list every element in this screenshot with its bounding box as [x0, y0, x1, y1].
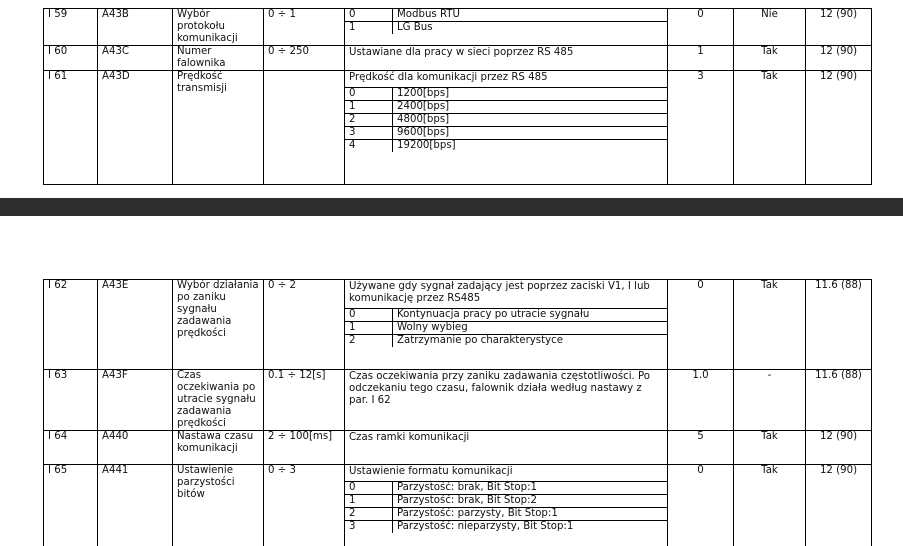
param-page: 11.6 (88) [806, 280, 872, 370]
param-range: 0 ÷ 1 [264, 9, 345, 46]
param-range: 0 ÷ 250 [264, 46, 345, 71]
param-range: 0 ÷ 3 [264, 465, 345, 546]
page-top [0, 0, 903, 198]
option-row [345, 335, 668, 348]
option-value: 0 [345, 482, 393, 495]
param-run-edit: Nie [734, 9, 806, 46]
param-default: 3 [668, 71, 734, 185]
option-row [345, 508, 668, 521]
option-list [345, 88, 668, 152]
param-description [345, 431, 668, 465]
param-name: Ustawienie parzystości bitów [173, 465, 264, 546]
param-default: 0 [668, 280, 734, 370]
parameter-row [44, 46, 872, 71]
param-id: I 59 [44, 9, 98, 46]
param-name: Prędkość transmisji [173, 71, 264, 185]
option-row [345, 88, 668, 101]
page-separator [0, 198, 903, 216]
param-page: 12 (90) [806, 431, 872, 465]
param-range: 0 ÷ 2 [264, 280, 345, 370]
description-text: Czas oczekiwania przy zaniku zadawania częstotliwości. Po odczekaniu tego czasu, falownik działa według nastawy z par. I 62 [349, 371, 651, 406]
option-value: 3 [345, 127, 393, 140]
option-row [345, 140, 668, 153]
description-text: Ustawiane dla pracy w sieci poprzez RS 485 [349, 47, 574, 58]
parameter-row [44, 465, 872, 546]
param-name: Czas oczekiwania po utracie sygnału zadawania prędkości [173, 370, 264, 431]
param-run-edit: Tak [734, 465, 806, 546]
option-value: 4 [345, 140, 393, 153]
option-value: 0 [345, 9, 393, 22]
param-address: A43C [98, 46, 173, 71]
option-list [345, 482, 668, 533]
option-label: Wolny wybieg [393, 322, 668, 335]
option-value: 2 [345, 114, 393, 127]
option-label: 19200[bps] [393, 140, 668, 153]
param-address: A43D [98, 71, 173, 185]
option-value: 3 [345, 521, 393, 534]
page-bottom [0, 216, 903, 546]
param-id: I 65 [44, 465, 98, 546]
param-page: 12 (90) [806, 46, 872, 71]
description-text: Czas ramki komunikacji [349, 432, 470, 443]
option-label: LG Bus [393, 22, 668, 35]
param-id: I 62 [44, 280, 98, 370]
option-label: 2400[bps] [393, 101, 668, 114]
param-name: Nastawa czasu komunikacji [173, 431, 264, 465]
param-name: Wybór protokołu komunikacji [173, 9, 264, 46]
option-value: 1 [345, 101, 393, 114]
parameter-table-bottom [43, 279, 872, 546]
param-default: 0 [668, 9, 734, 46]
param-range [264, 71, 345, 185]
param-run-edit: Tak [734, 71, 806, 185]
option-label: 4800[bps] [393, 114, 668, 127]
option-label: Modbus RTU [393, 9, 668, 22]
param-address: A441 [98, 465, 173, 546]
option-value: 2 [345, 335, 393, 348]
parameter-row [44, 431, 872, 465]
option-label: Parzystość: brak, Bit Stop:1 [393, 482, 668, 495]
parameter-row [44, 9, 872, 46]
option-label: Parzystość: nieparzysty, Bit Stop:1 [393, 521, 668, 534]
param-page: 11.6 (88) [806, 370, 872, 431]
option-list [345, 309, 668, 347]
param-default: 0 [668, 465, 734, 546]
option-row [345, 322, 668, 335]
param-description [345, 465, 668, 546]
option-value: 1 [345, 495, 393, 508]
option-value: 1 [345, 322, 393, 335]
option-label: 9600[bps] [393, 127, 668, 140]
option-label: Zatrzymanie po charakterystyce [393, 335, 668, 348]
param-page: 12 (90) [806, 465, 872, 546]
param-description [345, 71, 668, 185]
option-row [345, 22, 668, 35]
parameter-table-top [43, 8, 872, 185]
option-row [345, 482, 668, 495]
param-name: Numer falownika [173, 46, 264, 71]
param-default: 1.0 [668, 370, 734, 431]
parameter-row [44, 71, 872, 185]
option-list [345, 9, 668, 34]
param-id: I 60 [44, 46, 98, 71]
option-row [345, 114, 668, 127]
param-id: I 63 [44, 370, 98, 431]
description-text: Ustawienie formatu komunikacji [345, 465, 668, 482]
option-label: Kontynuacja pracy po utracie sygnału [393, 309, 668, 322]
option-label: 1200[bps] [393, 88, 668, 101]
param-description [345, 280, 668, 370]
param-id: I 64 [44, 431, 98, 465]
param-address: A440 [98, 431, 173, 465]
param-page: 12 (90) [806, 71, 872, 185]
param-description [345, 9, 668, 46]
param-address: A43B [98, 9, 173, 46]
param-description [345, 46, 668, 71]
option-row [345, 521, 668, 534]
option-row [345, 127, 668, 140]
description-text: Prędkość dla komunikacji przez RS 485 [345, 71, 668, 88]
option-label: Parzystość: parzysty, Bit Stop:1 [393, 508, 668, 521]
param-default: 5 [668, 431, 734, 465]
param-run-edit: - [734, 370, 806, 431]
option-row [345, 9, 668, 22]
param-run-edit: Tak [734, 46, 806, 71]
param-description [345, 370, 668, 431]
option-value: 0 [345, 88, 393, 101]
param-default: 1 [668, 46, 734, 71]
param-range: 0.1 ÷ 12[s] [264, 370, 345, 431]
option-row [345, 495, 668, 508]
param-address: A43F [98, 370, 173, 431]
option-row [345, 309, 668, 322]
param-run-edit: Tak [734, 280, 806, 370]
description-text: Używane gdy sygnał zadający jest poprzez zaciski V1, I lub komunikację przez RS485 [345, 280, 668, 309]
parameter-row [44, 280, 872, 370]
param-address: A43E [98, 280, 173, 370]
option-value: 1 [345, 22, 393, 35]
parameter-row [44, 370, 872, 431]
option-value: 2 [345, 508, 393, 521]
param-name: Wybór działania po zaniku sygnału zadawania prędkości [173, 280, 264, 370]
param-range: 2 ÷ 100[ms] [264, 431, 345, 465]
param-page: 12 (90) [806, 9, 872, 46]
param-run-edit: Tak [734, 431, 806, 465]
option-row [345, 101, 668, 114]
param-id: I 61 [44, 71, 98, 185]
option-label: Parzystość: brak, Bit Stop:2 [393, 495, 668, 508]
option-value: 0 [345, 309, 393, 322]
